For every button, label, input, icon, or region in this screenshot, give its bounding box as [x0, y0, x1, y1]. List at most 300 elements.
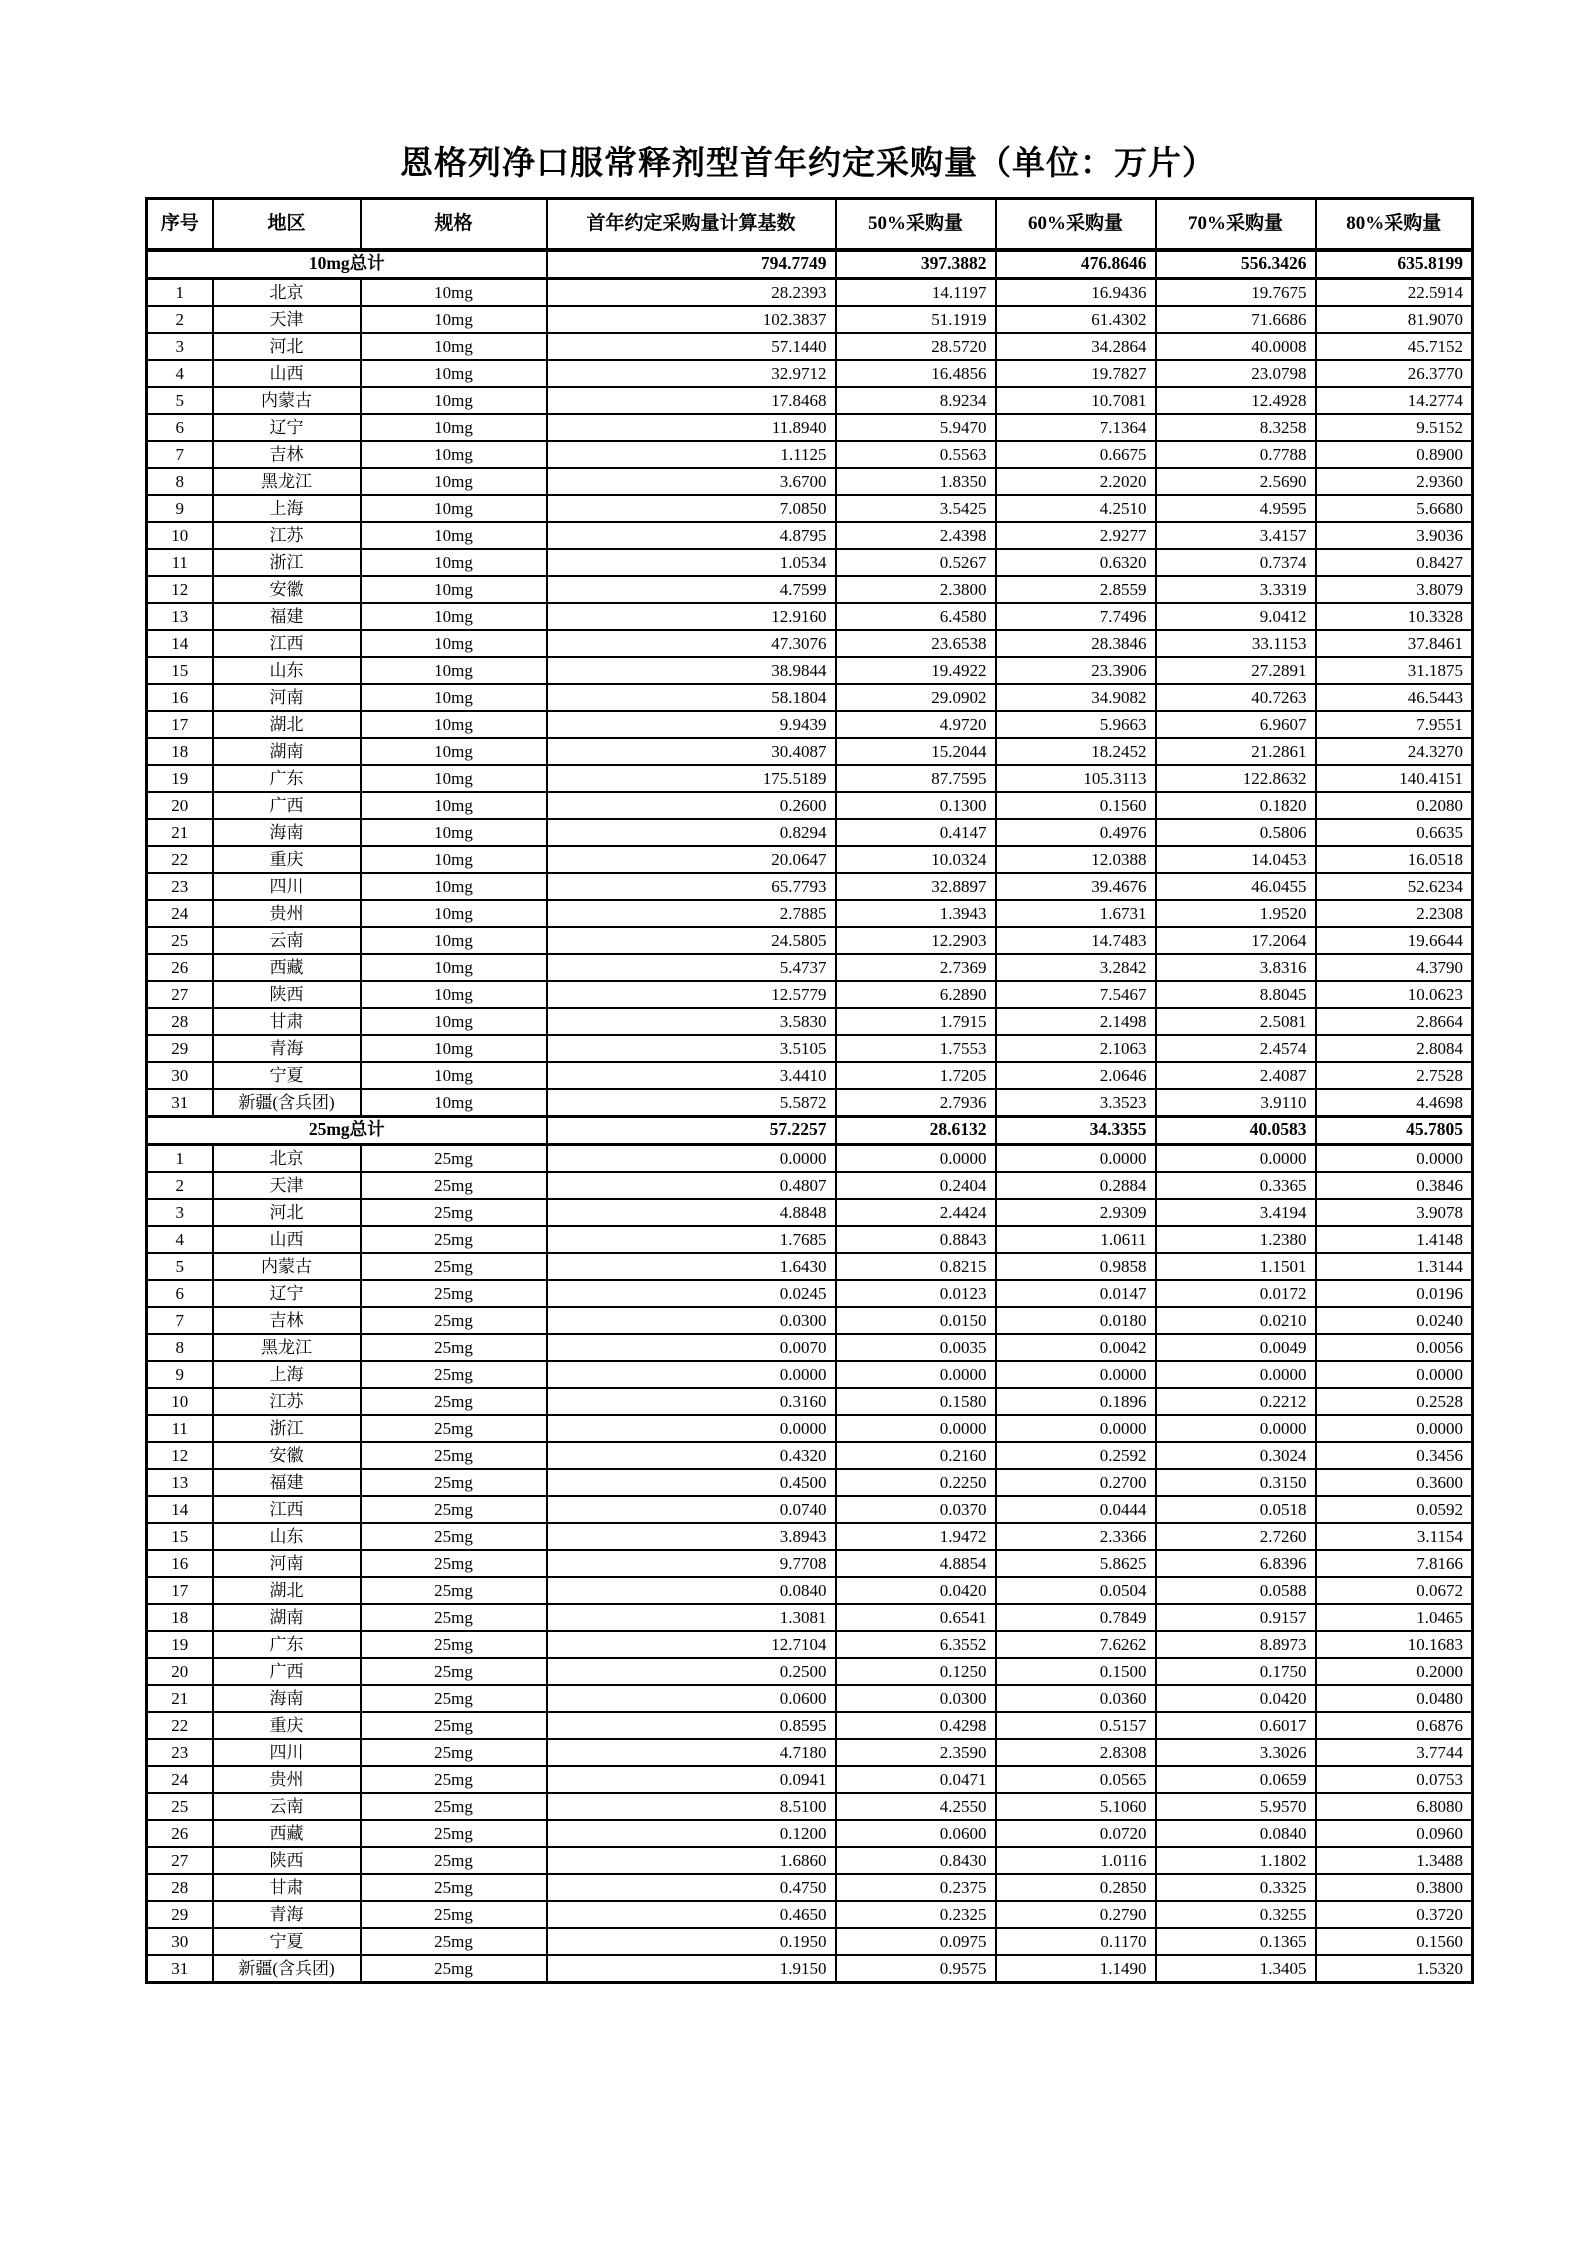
region-cell: 上海: [213, 495, 361, 522]
volume-70pct-cell: 0.7788: [1156, 441, 1316, 468]
volume-50pct-cell: 29.0902: [836, 684, 996, 711]
region-cell: 宁夏: [213, 1928, 361, 1955]
table-row: [147, 873, 1473, 900]
section-total-value: 476.8646: [996, 250, 1156, 279]
row-index: 13: [147, 1469, 213, 1496]
volume-80pct-cell: 0.3846: [1316, 1172, 1473, 1199]
spec-cell: 10mg: [361, 1008, 547, 1035]
volume-70pct-cell: 8.8973: [1156, 1631, 1316, 1658]
volume-50pct-cell: 1.3943: [836, 900, 996, 927]
table-row: [147, 1766, 1473, 1793]
table-row: [147, 1089, 1473, 1117]
spec-cell: 10mg: [361, 1089, 547, 1117]
spec-cell: 10mg: [361, 981, 547, 1008]
volume-80pct-cell: 2.9360: [1316, 468, 1473, 495]
volume-60pct-cell: 0.0504: [996, 1577, 1156, 1604]
row-index: 11: [147, 1415, 213, 1442]
volume-80pct-cell: 24.3270: [1316, 738, 1473, 765]
volume-80pct-cell: 2.8084: [1316, 1035, 1473, 1062]
base-volume-cell: 32.9712: [547, 360, 836, 387]
table-row: [147, 684, 1473, 711]
volume-60pct-cell: 1.1490: [996, 1955, 1156, 1983]
volume-60pct-cell: 1.6731: [996, 900, 1156, 927]
table-row: [147, 1550, 1473, 1577]
table-row: [147, 1280, 1473, 1307]
spec-cell: 10mg: [361, 954, 547, 981]
volume-60pct-cell: 2.3366: [996, 1523, 1156, 1550]
section-total-row: [147, 1116, 1473, 1144]
spec-cell: 10mg: [361, 711, 547, 738]
section-total-value: 45.7805: [1316, 1116, 1473, 1144]
region-cell: 河北: [213, 1199, 361, 1226]
volume-70pct-cell: 0.0172: [1156, 1280, 1316, 1307]
table-row: [147, 1334, 1473, 1361]
volume-80pct-cell: 0.0056: [1316, 1334, 1473, 1361]
table-row: [147, 1739, 1473, 1766]
base-volume-cell: 11.8940: [547, 414, 836, 441]
table-row: [147, 711, 1473, 738]
spec-cell: 25mg: [361, 1928, 547, 1955]
column-header-region: 地区: [213, 198, 361, 250]
base-volume-cell: 0.4650: [547, 1901, 836, 1928]
base-volume-cell: 0.3160: [547, 1388, 836, 1415]
base-volume-cell: 3.8943: [547, 1523, 836, 1550]
region-cell: 山东: [213, 657, 361, 684]
table-row: [147, 468, 1473, 495]
volume-70pct-cell: 0.2212: [1156, 1388, 1316, 1415]
volume-80pct-cell: 0.3800: [1316, 1874, 1473, 1901]
volume-60pct-cell: 0.9858: [996, 1253, 1156, 1280]
base-volume-cell: 1.0534: [547, 549, 836, 576]
volume-80pct-cell: 45.7152: [1316, 333, 1473, 360]
spec-cell: 25mg: [361, 1793, 547, 1820]
volume-80pct-cell: 10.3328: [1316, 603, 1473, 630]
volume-60pct-cell: 5.1060: [996, 1793, 1156, 1820]
volume-70pct-cell: 0.0210: [1156, 1307, 1316, 1334]
volume-80pct-cell: 19.6644: [1316, 927, 1473, 954]
spec-cell: 10mg: [361, 846, 547, 873]
volume-60pct-cell: 5.9663: [996, 711, 1156, 738]
table-row: [147, 306, 1473, 333]
row-index: 9: [147, 1361, 213, 1388]
volume-50pct-cell: 0.0975: [836, 1928, 996, 1955]
volume-60pct-cell: 0.7849: [996, 1604, 1156, 1631]
volume-70pct-cell: 17.2064: [1156, 927, 1316, 954]
volume-70pct-cell: 4.9595: [1156, 495, 1316, 522]
volume-60pct-cell: 34.9082: [996, 684, 1156, 711]
volume-60pct-cell: 0.0147: [996, 1280, 1156, 1307]
region-cell: 福建: [213, 603, 361, 630]
spec-cell: 25mg: [361, 1631, 547, 1658]
table-row: [147, 1144, 1473, 1172]
region-cell: 河北: [213, 333, 361, 360]
table-row: [147, 360, 1473, 387]
spec-cell: 10mg: [361, 630, 547, 657]
volume-50pct-cell: 1.7205: [836, 1062, 996, 1089]
row-index: 31: [147, 1089, 213, 1117]
volume-80pct-cell: 0.6876: [1316, 1712, 1473, 1739]
table-row: [147, 495, 1473, 522]
volume-80pct-cell: 0.0000: [1316, 1361, 1473, 1388]
volume-50pct-cell: 14.1197: [836, 278, 996, 306]
volume-60pct-cell: 0.0000: [996, 1144, 1156, 1172]
spec-cell: 25mg: [361, 1361, 547, 1388]
row-index: 7: [147, 441, 213, 468]
volume-70pct-cell: 0.3325: [1156, 1874, 1316, 1901]
volume-80pct-cell: 2.7528: [1316, 1062, 1473, 1089]
base-volume-cell: 0.4320: [547, 1442, 836, 1469]
volume-50pct-cell: 0.4298: [836, 1712, 996, 1739]
row-index: 18: [147, 738, 213, 765]
volume-50pct-cell: 0.2250: [836, 1469, 996, 1496]
region-cell: 吉林: [213, 441, 361, 468]
volume-60pct-cell: 3.3523: [996, 1089, 1156, 1117]
table-row: [147, 1008, 1473, 1035]
volume-70pct-cell: 1.3405: [1156, 1955, 1316, 1983]
volume-60pct-cell: 3.2842: [996, 954, 1156, 981]
volume-80pct-cell: 3.9036: [1316, 522, 1473, 549]
volume-50pct-cell: 1.8350: [836, 468, 996, 495]
base-volume-cell: 0.2500: [547, 1658, 836, 1685]
row-index: 4: [147, 360, 213, 387]
volume-70pct-cell: 0.6017: [1156, 1712, 1316, 1739]
volume-80pct-cell: 7.8166: [1316, 1550, 1473, 1577]
volume-70pct-cell: 0.0000: [1156, 1415, 1316, 1442]
volume-60pct-cell: 0.4976: [996, 819, 1156, 846]
volume-60pct-cell: 1.0611: [996, 1226, 1156, 1253]
base-volume-cell: 1.7685: [547, 1226, 836, 1253]
spec-cell: 25mg: [361, 1253, 547, 1280]
table-row: [147, 765, 1473, 792]
base-volume-cell: 5.5872: [547, 1089, 836, 1117]
region-cell: 新疆(含兵团): [213, 1955, 361, 1983]
volume-80pct-cell: 22.5914: [1316, 278, 1473, 306]
volume-60pct-cell: 0.1896: [996, 1388, 1156, 1415]
volume-70pct-cell: 6.9607: [1156, 711, 1316, 738]
table-row: [147, 792, 1473, 819]
volume-70pct-cell: 8.3258: [1156, 414, 1316, 441]
volume-50pct-cell: 0.4147: [836, 819, 996, 846]
row-index: 6: [147, 414, 213, 441]
base-volume-cell: 0.0300: [547, 1307, 836, 1334]
region-cell: 重庆: [213, 1712, 361, 1739]
volume-70pct-cell: 0.3365: [1156, 1172, 1316, 1199]
base-volume-cell: 58.1804: [547, 684, 836, 711]
row-index: 1: [147, 1144, 213, 1172]
volume-50pct-cell: 0.5563: [836, 441, 996, 468]
base-volume-cell: 0.8294: [547, 819, 836, 846]
table-row: [147, 1847, 1473, 1874]
row-index: 24: [147, 1766, 213, 1793]
volume-80pct-cell: 52.6234: [1316, 873, 1473, 900]
column-header-60pct: 60%采购量: [996, 198, 1156, 250]
volume-80pct-cell: 140.4151: [1316, 765, 1473, 792]
spec-cell: 10mg: [361, 603, 547, 630]
spec-cell: 25mg: [361, 1658, 547, 1685]
spec-cell: 10mg: [361, 414, 547, 441]
region-cell: 海南: [213, 819, 361, 846]
volume-50pct-cell: 2.3590: [836, 1739, 996, 1766]
base-volume-cell: 1.6860: [547, 1847, 836, 1874]
base-volume-cell: 102.3837: [547, 306, 836, 333]
volume-80pct-cell: 10.0623: [1316, 981, 1473, 1008]
table-row: [147, 1415, 1473, 1442]
base-volume-cell: 0.0070: [547, 1334, 836, 1361]
base-volume-cell: 4.7180: [547, 1739, 836, 1766]
volume-80pct-cell: 1.3144: [1316, 1253, 1473, 1280]
volume-50pct-cell: 51.1919: [836, 306, 996, 333]
volume-60pct-cell: 10.7081: [996, 387, 1156, 414]
row-index: 10: [147, 522, 213, 549]
volume-60pct-cell: 0.1560: [996, 792, 1156, 819]
volume-80pct-cell: 81.9070: [1316, 306, 1473, 333]
volume-80pct-cell: 0.8427: [1316, 549, 1473, 576]
table-row: [147, 1442, 1473, 1469]
volume-80pct-cell: 3.9078: [1316, 1199, 1473, 1226]
spec-cell: 10mg: [361, 278, 547, 306]
row-index: 21: [147, 819, 213, 846]
volume-70pct-cell: 0.3024: [1156, 1442, 1316, 1469]
region-cell: 辽宁: [213, 414, 361, 441]
volume-80pct-cell: 0.3720: [1316, 1901, 1473, 1928]
volume-70pct-cell: 3.4194: [1156, 1199, 1316, 1226]
region-cell: 四川: [213, 873, 361, 900]
row-index: 28: [147, 1874, 213, 1901]
volume-60pct-cell: 34.2864: [996, 333, 1156, 360]
volume-80pct-cell: 3.1154: [1316, 1523, 1473, 1550]
base-volume-cell: 3.5105: [547, 1035, 836, 1062]
volume-80pct-cell: 1.4148: [1316, 1226, 1473, 1253]
volume-70pct-cell: 0.0000: [1156, 1144, 1316, 1172]
volume-60pct-cell: 4.2510: [996, 495, 1156, 522]
table-row: [147, 1172, 1473, 1199]
section-total-value: 794.7749: [547, 250, 836, 279]
volume-70pct-cell: 3.3026: [1156, 1739, 1316, 1766]
spec-cell: 10mg: [361, 765, 547, 792]
volume-70pct-cell: 40.0008: [1156, 333, 1316, 360]
volume-80pct-cell: 31.1875: [1316, 657, 1473, 684]
volume-60pct-cell: 2.8559: [996, 576, 1156, 603]
table-row: [147, 1901, 1473, 1928]
volume-60pct-cell: 0.0042: [996, 1334, 1156, 1361]
volume-50pct-cell: 0.2325: [836, 1901, 996, 1928]
volume-50pct-cell: 0.8843: [836, 1226, 996, 1253]
table-row: [147, 1820, 1473, 1847]
base-volume-cell: 1.1125: [547, 441, 836, 468]
spec-cell: 25mg: [361, 1766, 547, 1793]
region-cell: 内蒙古: [213, 1253, 361, 1280]
spec-cell: 10mg: [361, 387, 547, 414]
volume-60pct-cell: 0.6320: [996, 549, 1156, 576]
table-row: [147, 1035, 1473, 1062]
row-index: 26: [147, 1820, 213, 1847]
row-index: 14: [147, 630, 213, 657]
base-volume-cell: 1.6430: [547, 1253, 836, 1280]
volume-80pct-cell: 0.8900: [1316, 441, 1473, 468]
region-cell: 安徽: [213, 1442, 361, 1469]
spec-cell: 10mg: [361, 495, 547, 522]
volume-70pct-cell: 0.1750: [1156, 1658, 1316, 1685]
volume-60pct-cell: 5.8625: [996, 1550, 1156, 1577]
volume-50pct-cell: 2.4424: [836, 1199, 996, 1226]
volume-60pct-cell: 0.2850: [996, 1874, 1156, 1901]
base-volume-cell: 0.4807: [547, 1172, 836, 1199]
page-title: 恩格列净口服常释剂型首年约定采购量（单位：万片）: [400, 146, 1216, 182]
table-row: [147, 1874, 1473, 1901]
spec-cell: 10mg: [361, 468, 547, 495]
table-row: [147, 414, 1473, 441]
region-cell: 青海: [213, 1901, 361, 1928]
volume-50pct-cell: 0.1250: [836, 1658, 996, 1685]
volume-80pct-cell: 3.7744: [1316, 1739, 1473, 1766]
volume-80pct-cell: 0.0592: [1316, 1496, 1473, 1523]
row-index: 6: [147, 1280, 213, 1307]
table-row: [147, 1658, 1473, 1685]
region-cell: 辽宁: [213, 1280, 361, 1307]
base-volume-cell: 12.5779: [547, 981, 836, 1008]
volume-80pct-cell: 0.0240: [1316, 1307, 1473, 1334]
volume-60pct-cell: 0.0565: [996, 1766, 1156, 1793]
base-volume-cell: 17.8468: [547, 387, 836, 414]
volume-50pct-cell: 1.9472: [836, 1523, 996, 1550]
volume-80pct-cell: 3.8079: [1316, 576, 1473, 603]
volume-50pct-cell: 15.2044: [836, 738, 996, 765]
table-row: [147, 1955, 1473, 1983]
table-row: [147, 1631, 1473, 1658]
volume-80pct-cell: 14.2774: [1316, 387, 1473, 414]
volume-50pct-cell: 4.8854: [836, 1550, 996, 1577]
region-cell: 吉林: [213, 1307, 361, 1334]
region-cell: 山西: [213, 1226, 361, 1253]
region-cell: 天津: [213, 1172, 361, 1199]
table-row: [147, 441, 1473, 468]
volume-80pct-cell: 9.5152: [1316, 414, 1473, 441]
base-volume-cell: 9.7708: [547, 1550, 836, 1577]
volume-50pct-cell: 0.8215: [836, 1253, 996, 1280]
spec-cell: 10mg: [361, 684, 547, 711]
spec-cell: 25mg: [361, 1442, 547, 1469]
region-cell: 陕西: [213, 981, 361, 1008]
spec-cell: 10mg: [361, 1035, 547, 1062]
base-volume-cell: 4.7599: [547, 576, 836, 603]
row-index: 22: [147, 846, 213, 873]
volume-50pct-cell: 0.0420: [836, 1577, 996, 1604]
table-row: [147, 819, 1473, 846]
base-volume-cell: 3.5830: [547, 1008, 836, 1035]
table-row: [147, 1253, 1473, 1280]
row-index: 20: [147, 792, 213, 819]
volume-50pct-cell: 0.0000: [836, 1144, 996, 1172]
volume-80pct-cell: 37.8461: [1316, 630, 1473, 657]
region-cell: 贵州: [213, 1766, 361, 1793]
base-volume-cell: 0.1200: [547, 1820, 836, 1847]
region-cell: 江苏: [213, 522, 361, 549]
volume-70pct-cell: 40.7263: [1156, 684, 1316, 711]
volume-60pct-cell: 0.6675: [996, 441, 1156, 468]
volume-80pct-cell: 2.2308: [1316, 900, 1473, 927]
base-volume-cell: 0.0740: [547, 1496, 836, 1523]
row-index: 4: [147, 1226, 213, 1253]
volume-50pct-cell: 0.9575: [836, 1955, 996, 1983]
volume-50pct-cell: 10.0324: [836, 846, 996, 873]
table-row: [147, 1226, 1473, 1253]
table-row: [147, 576, 1473, 603]
volume-60pct-cell: 2.0646: [996, 1062, 1156, 1089]
volume-60pct-cell: 2.1063: [996, 1035, 1156, 1062]
row-index: 23: [147, 873, 213, 900]
volume-50pct-cell: 16.4856: [836, 360, 996, 387]
spec-cell: 25mg: [361, 1280, 547, 1307]
volume-50pct-cell: 6.3552: [836, 1631, 996, 1658]
row-index: 29: [147, 1901, 213, 1928]
table-row: [147, 1604, 1473, 1631]
row-index: 12: [147, 576, 213, 603]
row-index: 8: [147, 1334, 213, 1361]
volume-70pct-cell: 23.0798: [1156, 360, 1316, 387]
spec-cell: 25mg: [361, 1334, 547, 1361]
section-total-value: 397.3882: [836, 250, 996, 279]
spec-cell: 25mg: [361, 1199, 547, 1226]
table-row: [147, 1577, 1473, 1604]
row-index: 30: [147, 1928, 213, 1955]
volume-70pct-cell: 0.3255: [1156, 1901, 1316, 1928]
spec-cell: 25mg: [361, 1388, 547, 1415]
spec-cell: 25mg: [361, 1604, 547, 1631]
volume-70pct-cell: 0.1365: [1156, 1928, 1316, 1955]
region-cell: 江西: [213, 1496, 361, 1523]
spec-cell: 25mg: [361, 1577, 547, 1604]
spec-cell: 25mg: [361, 1469, 547, 1496]
base-volume-cell: 65.7793: [547, 873, 836, 900]
row-index: 3: [147, 333, 213, 360]
base-volume-cell: 28.2393: [547, 278, 836, 306]
volume-60pct-cell: 16.9436: [996, 278, 1156, 306]
volume-80pct-cell: 0.0960: [1316, 1820, 1473, 1847]
region-cell: 陕西: [213, 1847, 361, 1874]
volume-60pct-cell: 0.2700: [996, 1469, 1156, 1496]
volume-70pct-cell: 1.1802: [1156, 1847, 1316, 1874]
base-volume-cell: 0.0000: [547, 1361, 836, 1388]
volume-60pct-cell: 0.0000: [996, 1361, 1156, 1388]
volume-50pct-cell: 6.2890: [836, 981, 996, 1008]
volume-60pct-cell: 0.0000: [996, 1415, 1156, 1442]
volume-80pct-cell: 4.4698: [1316, 1089, 1473, 1117]
volume-80pct-cell: 0.0196: [1316, 1280, 1473, 1307]
volume-80pct-cell: 1.3488: [1316, 1847, 1473, 1874]
table-header: [147, 198, 1473, 250]
row-index: 12: [147, 1442, 213, 1469]
row-index: 28: [147, 1008, 213, 1035]
row-index: 5: [147, 1253, 213, 1280]
spec-cell: 10mg: [361, 333, 547, 360]
spec-cell: 10mg: [361, 441, 547, 468]
volume-50pct-cell: 12.2903: [836, 927, 996, 954]
volume-50pct-cell: 28.5720: [836, 333, 996, 360]
volume-80pct-cell: 0.0480: [1316, 1685, 1473, 1712]
table-row: [147, 1496, 1473, 1523]
volume-50pct-cell: 23.6538: [836, 630, 996, 657]
volume-60pct-cell: 18.2452: [996, 738, 1156, 765]
base-volume-cell: 0.0840: [547, 1577, 836, 1604]
volume-80pct-cell: 0.2080: [1316, 792, 1473, 819]
volume-80pct-cell: 16.0518: [1316, 846, 1473, 873]
volume-70pct-cell: 3.3319: [1156, 576, 1316, 603]
row-index: 8: [147, 468, 213, 495]
table-row: [147, 954, 1473, 981]
row-index: 20: [147, 1658, 213, 1685]
base-volume-cell: 38.9844: [547, 657, 836, 684]
volume-70pct-cell: 12.4928: [1156, 387, 1316, 414]
